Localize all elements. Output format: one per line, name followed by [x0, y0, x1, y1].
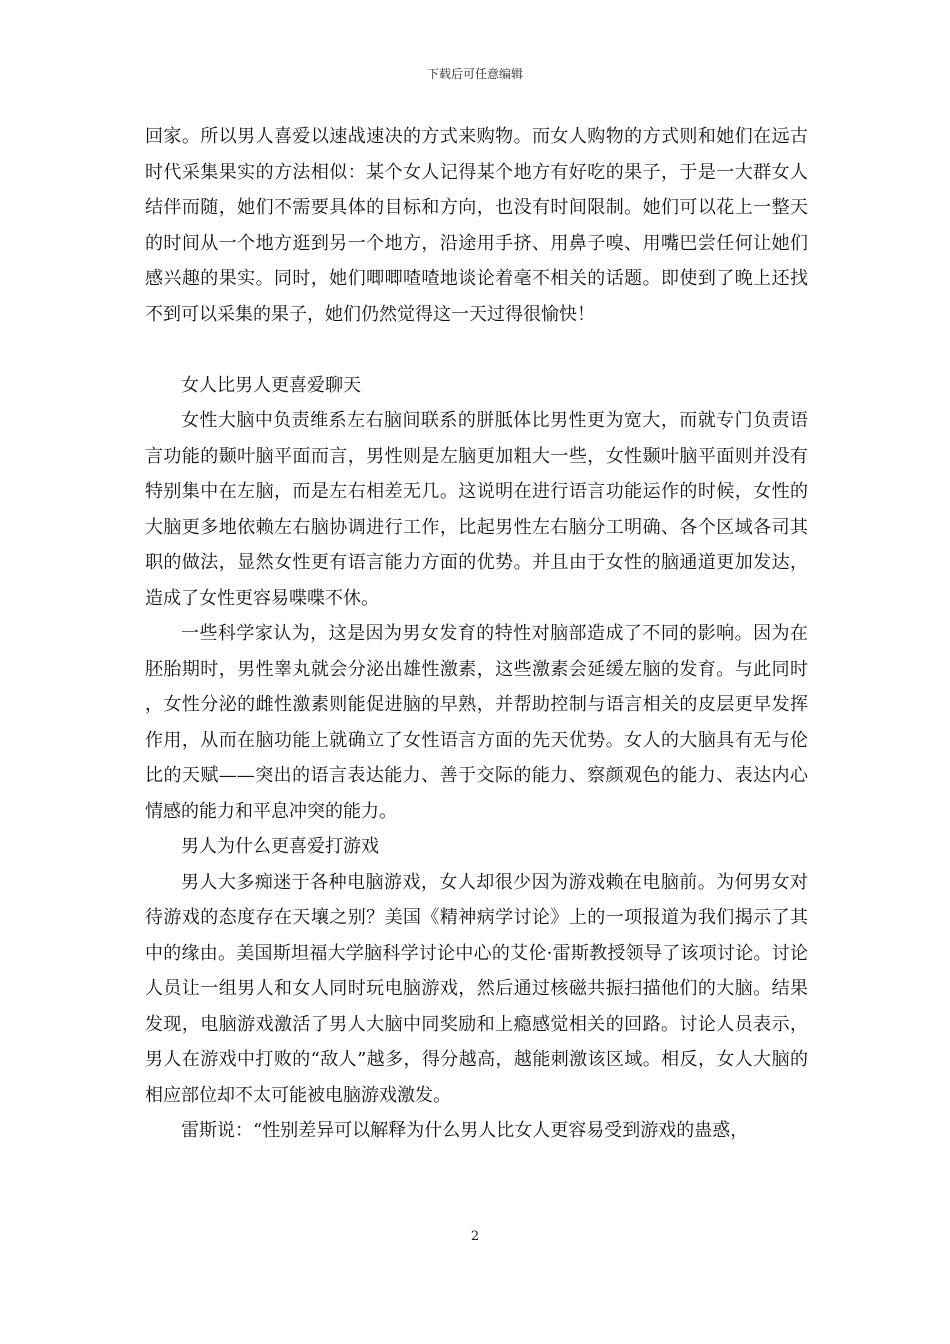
page-header-note: 下载后可任意编辑	[426, 67, 523, 81]
paragraph-gaming-study: 男人大多痴迷于各种电脑游戏，女人却很少因为游戏赖在电脑前。为何男女对待游戏的态度存在天壤之别？美国《精神病学讨论》上的一项报道为我们揭示了其中的缘由。美国斯坦福大学脑科学讨论中心的艾伦·雷斯教授领导了该项讨论。讨论人员让一组男人和女人同时玩电脑游戏，然后通过核磁共振扫描他们的大脑。结果发现，电脑游戏激活了男人大脑中同奖励和上瘾感觉相关的回路。讨论人员表示，男人在游戏中打败的“敌人”越多，得分越高，越能刺激该区域。相反，女人大脑的相应部位却不太可能被电脑游戏激发。	[145, 871, 808, 1106]
section-heading-gaming: 男人为什么更喜爱打游戏	[181, 836, 379, 857]
paragraph-reiss-quote: 雷斯说：“性别差异可以解释为什么男人比女人更容易受到游戏的蛊惑，	[181, 1120, 749, 1141]
page-number: 2	[470, 1229, 480, 1244]
paragraph-gap	[145, 332, 808, 368]
paragraph-brain-language: 女性大脑中负责维系左右脑间联系的胼胝体比男性更为宽大，而就专门负责语言功能的颞叶脑平面而言，男性则是左脑更加粗大一些，女性颞叶脑平面则并没有特别集中在左脑，而是左右相差无几。这说明在进行语言功能运作的时候，女性的大脑更多地依赖左右脑协调进行工作，比起男性左右脑分工明确、各个区域各司其职的做法，显然女性更有语言能力方面的优势。并且由于女性的脑通道更加发达，造成了女性更容易喋喋不休。	[145, 410, 808, 609]
document-body	[145, 119, 808, 1149]
paragraph-shopping-continued: 回家。所以男人喜爱以速战速决的方式来购物。而女人购物的方式则和她们在远古时代采集果实的方法相似：某个女人记得某个地方有好吃的果子，于是一大群女人结伴而随，她们不需要具体的目标和方向，也没有时间限制。她们可以花上一整天的时间从一个地方逛到另一个地方，沿途用手挤、用鼻子嗅、用嘴巴尝任何让她们感兴趣的果实。同时，她们唧唧喳喳地谈论着毫不相关的话题。即使到了晚上还找不到可以采集的果子，她们仍然觉得这一天过得很愉快！	[145, 126, 808, 325]
section-heading-chatting: 女人比男人更喜爱聊天	[181, 374, 361, 396]
paragraph-hormones: 一些科学家认为，这是因为男女发育的特性对脑部造成了不同的影响。因为在胚胎期时，男性睾丸就会分泌出雄性激素，这些激素会延缓左脑的发育。与此同时，女性分泌的雌性激素则能促进脑的早熟，并帮助控制与语言相关的皮层更早发挥作用，从而在脑功能上就确立了女性语言方面的先天优势。女人的大脑具有无与伦比的天赋——突出的语言表达能力、善于交际的能力、察颜观色的能力、表达内心情感的能力和平息冲突的能力。	[145, 623, 808, 822]
